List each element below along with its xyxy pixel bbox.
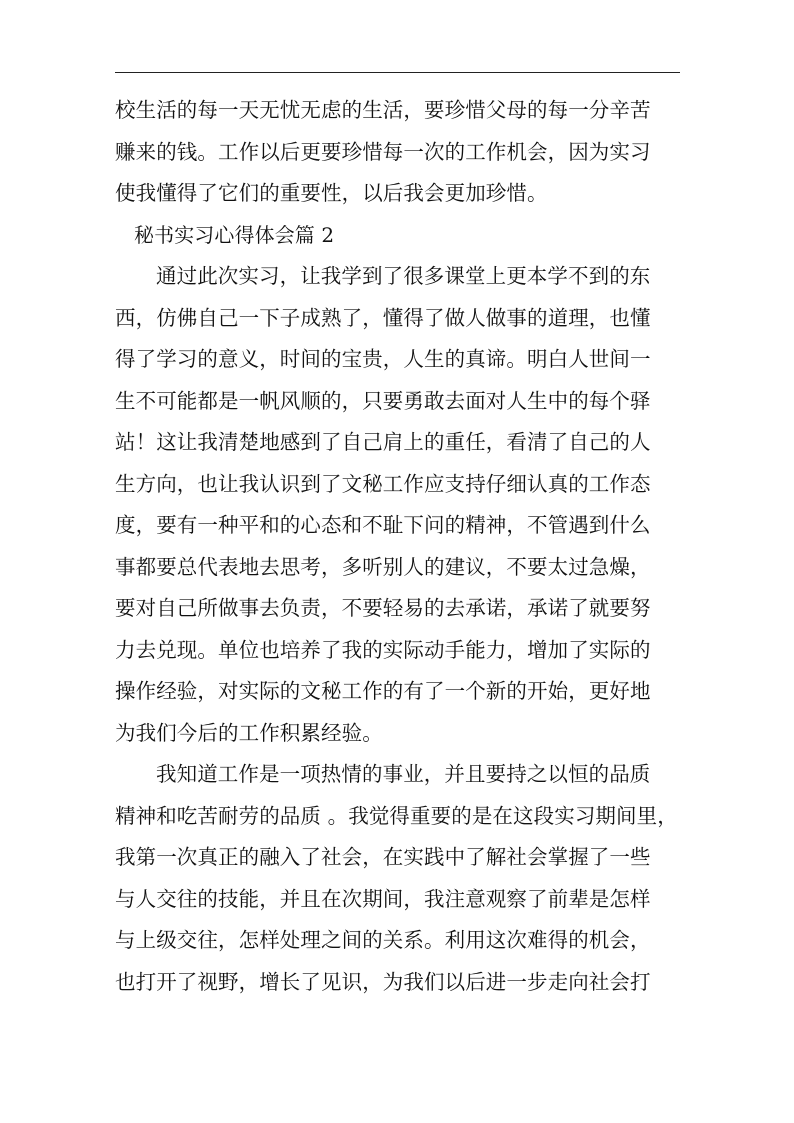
text-line: 我第一次真正的融入了社会，在实践中了解社会掌握了一些: [115, 845, 651, 869]
header-rule: [115, 72, 680, 73]
text-line: 度，要有一种平和的心态和不耻下问的精神，不管遇到什么: [115, 513, 651, 537]
text-line: 生方向，也让我认识到了文秘工作应支持仔细认真的工作态: [115, 471, 651, 496]
text-line: 站！这让我清楚地感到了自己肩上的重任，看清了自己的人: [115, 430, 651, 454]
text-line: 赚来的钱。工作以后更要珍惜每一次的工作机会，因为实习: [115, 139, 651, 164]
text-line: 使我懂得了它们的重要性，以后我会更加珍惜。: [115, 181, 548, 205]
paragraph-first-line: 通过此次实习，让我学到了很多课堂上更本学不到的东: [156, 264, 651, 288]
text-line: 事都要总代表地去思考，多听别人的建议，不要太过急燥，: [115, 554, 651, 579]
text-line: 与人交往的技能，并且在次期间，我注意观察了前辈是怎样: [115, 886, 651, 911]
text-line: 精神和吃苦耐劳的品质 。我觉得重要的是在这段实习期间里，: [115, 803, 678, 828]
text-line: 生不可能都是一帆风顺的，只要勇敢去面对人生中的每个驿: [115, 388, 651, 413]
text-line: 西，仿佛自己一下子成熟了，懂得了做人做事的道理，也懂: [115, 305, 651, 330]
document-body: [115, 90, 685, 1003]
text-line: 为我们今后的工作积累经验。: [115, 720, 383, 745]
text-line: 操作经验，对实际的文秘工作的有了一个新的开始，更好地: [115, 679, 651, 703]
section-heading: 秘书实习心得体会篇 2: [134, 222, 335, 247]
paragraph-first-line: 我知道工作是一项热情的事业，并且要持之以恒的品质: [156, 762, 651, 786]
text-line: 要对自己所做事去负责，不要轻易的去承诺，承诺了就要努: [115, 596, 651, 620]
text-line: 得了学习的意义，时间的宝贵，人生的真谛。明白人世间一: [115, 347, 651, 371]
text-line: 也打开了视野，增长了见识，为我们以后进一步走向社会打: [115, 969, 651, 994]
text-line: 力去兑现。单位也培养了我的实际动手能力，增加了实际的: [115, 637, 651, 662]
text-line: 校生活的每一天无忧无虑的生活，要珍惜父母的每一分辛苦: [115, 98, 651, 122]
text-line: 与上级交往，怎样处理之间的关系。利用这次难得的机会，: [115, 928, 651, 952]
